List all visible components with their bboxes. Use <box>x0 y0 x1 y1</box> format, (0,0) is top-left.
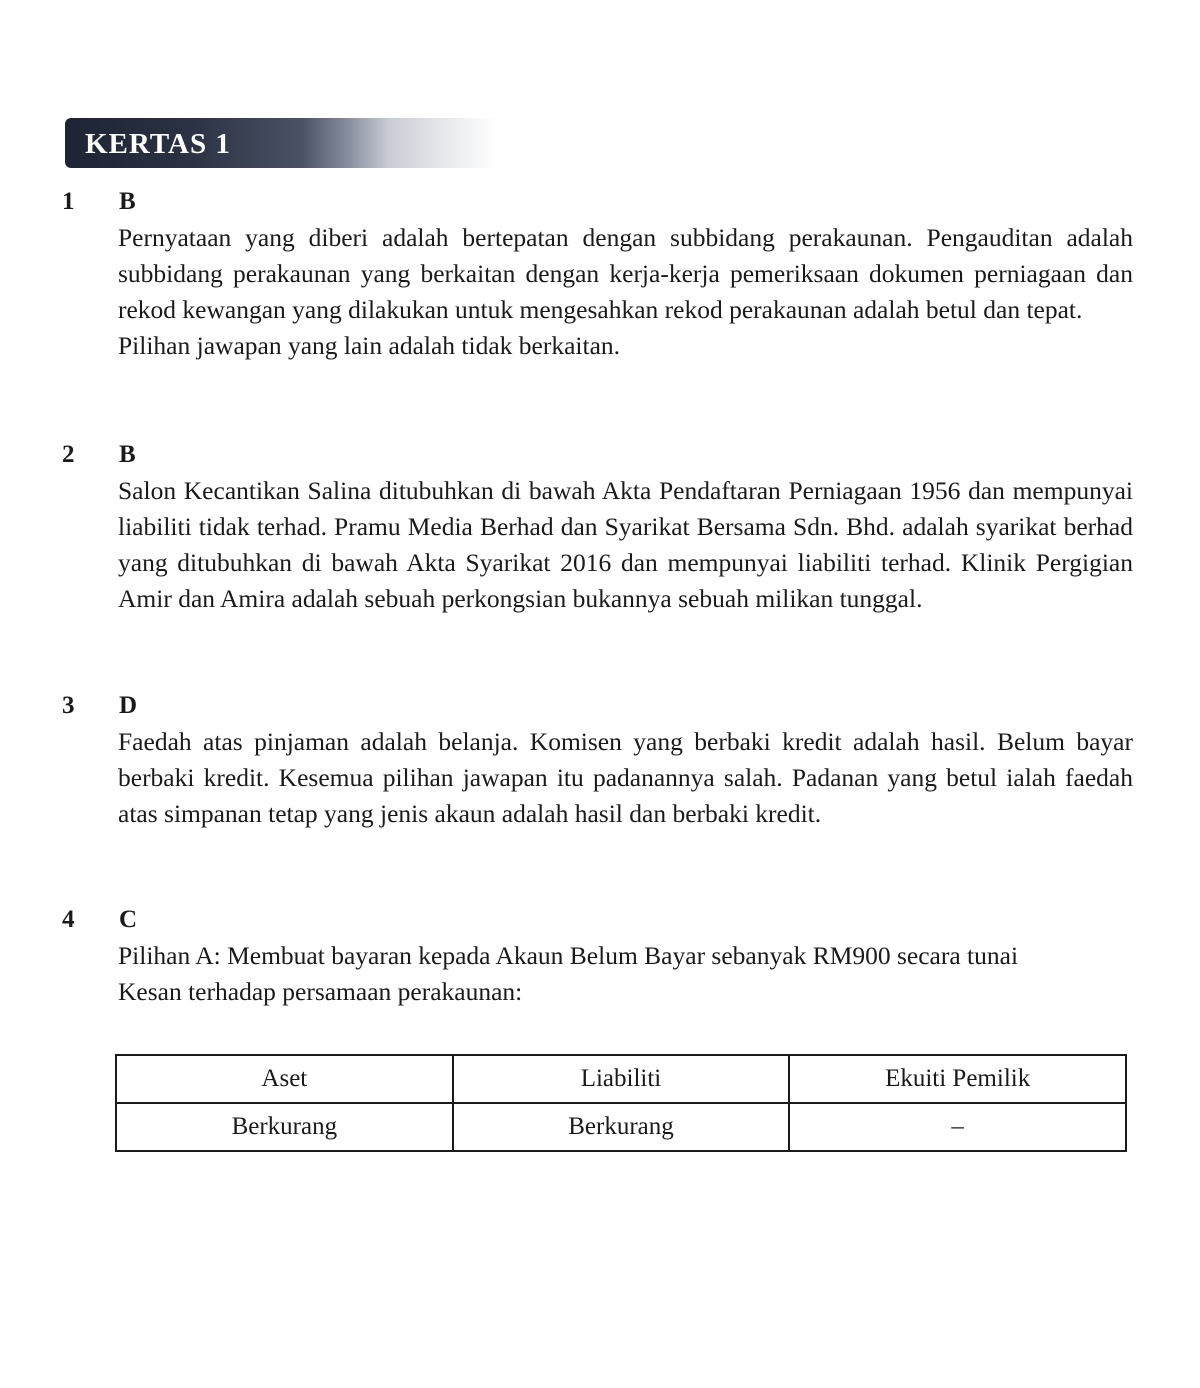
question-explanation <box>118 724 1133 832</box>
explanation-paragraph: Salon Kecantikan Salina ditubuhkan di bawah Akta Pendaftaran Perniagaan 1956 dan mempunyai liabiliti tidak terhad. Pramu Media Berhad dan Syarikat Bersama Sdn. Bhd. adalah syarikat berhad yang ditubuhkan di bawah Akta Syarikat 2016 dan mempunyai liabiliti terhad. Klinik Pergigian Amir dan Amira adalah sebuah perkongsian bukannya sebuah milikan tunggal. <box>118 476 1133 613</box>
table-header-row <box>116 1055 1126 1103</box>
table-cell: – <box>789 1103 1126 1151</box>
question-number: 4 <box>62 906 75 933</box>
section-title: KERTAS 1 <box>85 128 231 160</box>
question-number: 2 <box>62 441 75 468</box>
question-number: 3 <box>62 692 75 719</box>
question-answer: D <box>119 692 138 719</box>
question-explanation <box>118 220 1133 364</box>
table-header-cell: Ekuiti Pemilik <box>789 1055 1126 1103</box>
table-header-cell: Liabiliti <box>453 1055 790 1103</box>
question-number: 1 <box>62 188 75 215</box>
accounting-equation-table <box>115 1054 1127 1152</box>
question-explanation <box>118 473 1133 617</box>
question-answer: B <box>119 188 136 215</box>
question-answer: C <box>119 906 138 933</box>
explanation-paragraph: Kesan terhadap persamaan perakaunan: <box>118 977 523 1006</box>
question-answer: B <box>119 441 136 468</box>
explanation-paragraph: Pernyataan yang diberi adalah bertepatan dengan subbidang perakaunan. Pengauditan adalah subbidang perakaunan yang berkaitan dengan kerja-kerja pemeriksaan dokumen perniagaan dan rekod kewangan yang dilakukan untuk mengesahkan rekod perakaunan adalah betul dan tepat. <box>118 223 1133 324</box>
section-banner <box>65 118 497 168</box>
table-cell: Berkurang <box>116 1103 453 1151</box>
explanation-paragraph: Faedah atas pinjaman adalah belanja. Komisen yang berbaki kredit adalah hasil. Belum bayar berbaki kredit. Kesemua pilihan jawapan itu padanannya salah. Padanan yang betul ialah faedah atas simpanan tetap yang jenis akaun adalah hasil dan berbaki kredit. <box>118 727 1133 828</box>
question-explanation <box>118 938 1133 1010</box>
table-cell: Berkurang <box>453 1103 790 1151</box>
explanation-paragraph: Pilihan A: Membuat bayaran kepada Akaun Belum Bayar sebanyak RM900 secara tunai <box>118 941 1019 970</box>
explanation-paragraph: Pilihan jawapan yang lain adalah tidak berkaitan. <box>118 331 621 360</box>
table-row <box>116 1103 1126 1151</box>
table-header-cell: Aset <box>116 1055 453 1103</box>
